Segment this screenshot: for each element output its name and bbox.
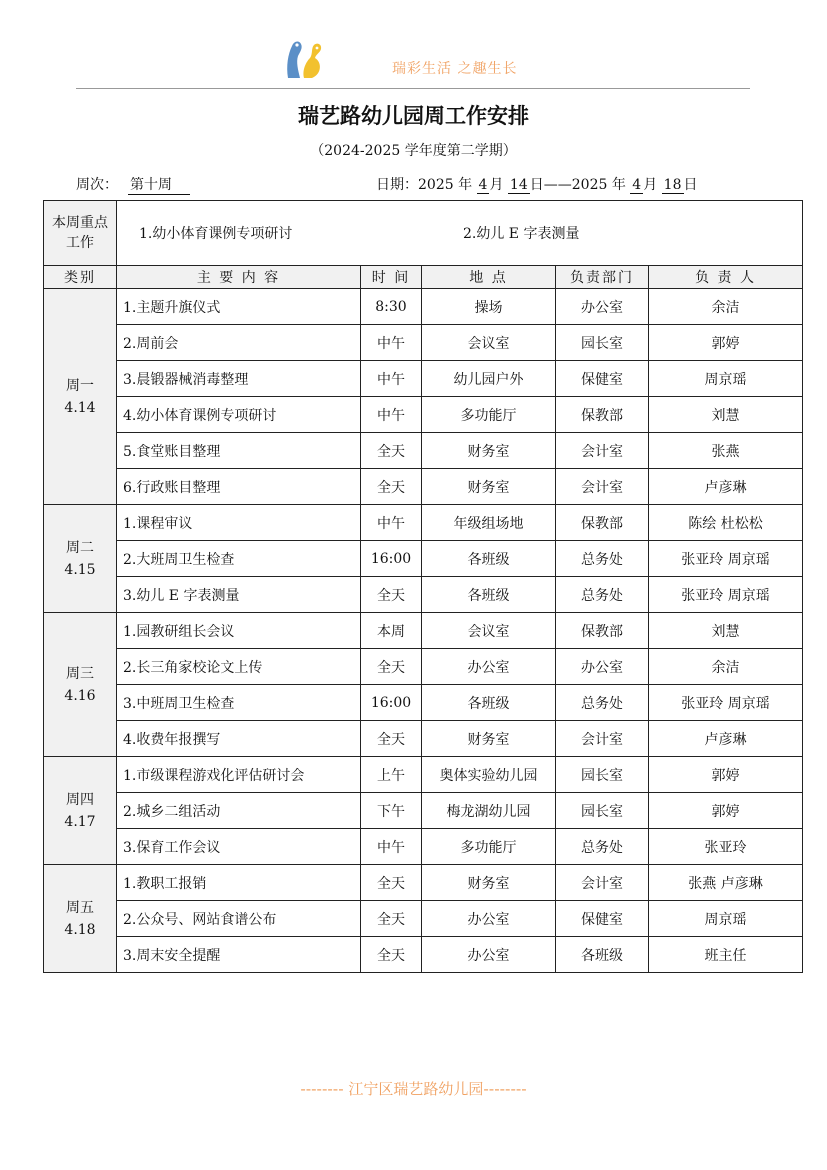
task-time: 全天 — [361, 721, 422, 757]
focus-item: 1.幼小体育课例专项研讨 — [139, 226, 293, 242]
task-time: 全天 — [361, 901, 422, 937]
task-place: 财务室 — [422, 433, 556, 469]
task-content: 3.保育工作会议 — [117, 829, 361, 865]
task-content: 3.周末安全提醒 — [117, 937, 361, 973]
task-place: 会议室 — [422, 325, 556, 361]
table-row — [44, 721, 803, 757]
end-month: 4 — [632, 177, 642, 193]
task-department: 会计室 — [556, 865, 649, 901]
task-department: 总务处 — [556, 541, 649, 577]
focus-row — [44, 201, 803, 266]
task-department: 会计室 — [556, 721, 649, 757]
task-person: 刘慧 — [649, 613, 803, 649]
task-person: 郭婷 — [649, 325, 803, 361]
slogan: 瑞彩生活 之趣生长 — [392, 61, 518, 77]
task-time: 中午 — [361, 505, 422, 541]
table-row — [44, 505, 803, 541]
task-time: 中午 — [361, 829, 422, 865]
task-department: 园长室 — [556, 793, 649, 829]
task-person: 周京瑶 — [649, 361, 803, 397]
task-place: 各班级 — [422, 541, 556, 577]
day-cell — [44, 289, 117, 505]
day-cell — [44, 757, 117, 865]
weekly-schedule-table — [43, 200, 803, 973]
task-place: 各班级 — [422, 685, 556, 721]
task-content: 5.食堂账目整理 — [117, 433, 361, 469]
start-month: 4 — [478, 177, 488, 193]
task-content: 1.市级课程游戏化评估研讨会 — [117, 757, 361, 793]
table-row — [44, 469, 803, 505]
task-time: 全天 — [361, 937, 422, 973]
day-cell — [44, 505, 117, 613]
task-content: 4.收费年报撰写 — [117, 721, 361, 757]
task-time: 上午 — [361, 757, 422, 793]
focus-items — [117, 201, 803, 266]
table-row — [44, 865, 803, 901]
task-content: 4.幼小体育课例专项研讨 — [117, 397, 361, 433]
day-date: 4.16 — [64, 687, 96, 704]
task-person: 张燕 — [649, 433, 803, 469]
day-cell — [44, 865, 117, 973]
task-content: 2.长三角家校论文上传 — [117, 649, 361, 685]
task-content: 1.教职工报销 — [117, 865, 361, 901]
task-content: 1.主题升旗仪式 — [117, 289, 361, 325]
day-name: 周三 — [66, 665, 94, 682]
column-header-person: 负 责 人 — [649, 266, 803, 289]
task-time: 中午 — [361, 397, 422, 433]
task-person: 郭婷 — [649, 757, 803, 793]
table-row — [44, 613, 803, 649]
task-place: 奥体实验幼儿园 — [422, 757, 556, 793]
start-month-word: 月 — [489, 177, 504, 193]
table-row — [44, 685, 803, 721]
task-content: 3.晨锻器械消毒整理 — [117, 361, 361, 397]
task-department: 园长室 — [556, 325, 649, 361]
task-department: 保教部 — [556, 397, 649, 433]
table-row — [44, 433, 803, 469]
task-place: 办公室 — [422, 937, 556, 973]
task-place: 操场 — [422, 289, 556, 325]
task-place: 年级组场地 — [422, 505, 556, 541]
task-person: 张亚玲 周京瑶 — [649, 577, 803, 613]
task-department: 总务处 — [556, 685, 649, 721]
page-subtitle: （2024-2025 学年度第二学期） — [310, 143, 517, 159]
task-place: 财务室 — [422, 469, 556, 505]
column-header-time: 时 间 — [361, 266, 422, 289]
task-content: 6.行政账目整理 — [117, 469, 361, 505]
end-month-word: 月 — [643, 177, 658, 193]
day-name: 周二 — [66, 539, 94, 556]
page-title: 瑞艺路幼儿园周工作安排 — [298, 104, 529, 128]
day-cell — [44, 613, 117, 757]
task-time: 16:00 — [361, 541, 422, 577]
task-person: 张亚玲 周京瑶 — [649, 541, 803, 577]
table-row — [44, 829, 803, 865]
task-person: 余洁 — [649, 649, 803, 685]
end-day-word: 日 — [683, 177, 698, 193]
table-row — [44, 757, 803, 793]
task-content: 1.课程审议 — [117, 505, 361, 541]
task-content: 2.周前会 — [117, 325, 361, 361]
task-time: 8:30 — [361, 289, 422, 325]
table-row — [44, 541, 803, 577]
column-header-row — [44, 266, 803, 289]
day-date: 4.18 — [64, 921, 96, 938]
table-row — [44, 325, 803, 361]
day-name: 周四 — [66, 791, 94, 808]
task-department: 总务处 — [556, 829, 649, 865]
task-time: 下午 — [361, 793, 422, 829]
task-person: 张亚玲 周京瑶 — [649, 685, 803, 721]
task-person: 张亚玲 — [649, 829, 803, 865]
task-department: 保教部 — [556, 505, 649, 541]
table-row — [44, 649, 803, 685]
column-header-department: 负责部门 — [556, 266, 649, 289]
column-header-place: 地 点 — [422, 266, 556, 289]
task-place: 各班级 — [422, 577, 556, 613]
task-person: 卢彦琳 — [649, 469, 803, 505]
task-content: 2.城乡二组活动 — [117, 793, 361, 829]
task-place: 财务室 — [422, 721, 556, 757]
task-place: 财务室 — [422, 865, 556, 901]
task-time: 全天 — [361, 577, 422, 613]
task-place: 梅龙湖幼儿园 — [422, 793, 556, 829]
date-range — [376, 174, 698, 194]
day-date: 4.14 — [64, 399, 96, 416]
column-header-content: 主 要 内 容 — [117, 266, 361, 289]
focus-label: 本周重点工作 — [44, 201, 117, 266]
table-row — [44, 361, 803, 397]
task-department: 会计室 — [556, 469, 649, 505]
column-header-category: 类别 — [44, 266, 117, 289]
day-name: 周一 — [66, 377, 94, 394]
table-row — [44, 397, 803, 433]
table-row — [44, 289, 803, 325]
task-person: 余洁 — [649, 289, 803, 325]
focus-item: 2.幼儿 E 字表测量 — [463, 226, 580, 242]
task-person: 张燕 卢彦琳 — [649, 865, 803, 901]
task-time: 本周 — [361, 613, 422, 649]
task-department: 园长室 — [556, 757, 649, 793]
task-place: 多功能厅 — [422, 829, 556, 865]
task-department: 办公室 — [556, 289, 649, 325]
table-row — [44, 901, 803, 937]
task-person: 班主任 — [649, 937, 803, 973]
date-label: 日期：2025 年 — [376, 177, 473, 193]
task-place: 幼儿园户外 — [422, 361, 556, 397]
task-time: 全天 — [361, 469, 422, 505]
date-separator: 日——2025 年 — [529, 177, 626, 193]
task-content: 2.公众号、网站食谱公布 — [117, 901, 361, 937]
end-day: 18 — [663, 177, 682, 193]
task-department: 保教部 — [556, 613, 649, 649]
page-header — [0, 0, 827, 90]
task-department: 各班级 — [556, 937, 649, 973]
header-divider — [76, 88, 750, 89]
week-number — [76, 174, 190, 195]
task-department: 办公室 — [556, 649, 649, 685]
task-person: 郭婷 — [649, 793, 803, 829]
task-content: 3.幼儿 E 字表测量 — [117, 577, 361, 613]
task-person: 陈绘 杜松松 — [649, 505, 803, 541]
week-value: 第十周 — [128, 174, 190, 195]
day-name: 周五 — [66, 899, 94, 916]
day-date: 4.15 — [64, 561, 96, 578]
table-row — [44, 937, 803, 973]
task-department: 会计室 — [556, 433, 649, 469]
task-department: 总务处 — [556, 577, 649, 613]
task-place: 多功能厅 — [422, 397, 556, 433]
table-row — [44, 793, 803, 829]
day-date: 4.17 — [64, 813, 96, 830]
task-time: 中午 — [361, 325, 422, 361]
task-place: 办公室 — [422, 901, 556, 937]
task-place: 会议室 — [422, 613, 556, 649]
start-day: 14 — [509, 177, 528, 193]
task-content: 3.中班周卫生检查 — [117, 685, 361, 721]
task-time: 中午 — [361, 361, 422, 397]
task-place: 办公室 — [422, 649, 556, 685]
task-time: 全天 — [361, 865, 422, 901]
task-department: 保健室 — [556, 901, 649, 937]
task-person: 卢彦琳 — [649, 721, 803, 757]
task-department: 保健室 — [556, 361, 649, 397]
week-label: 周次： — [76, 177, 118, 193]
task-person: 刘慧 — [649, 397, 803, 433]
footer-school-name: -------- 江宁区瑞艺路幼儿园-------- — [300, 1080, 527, 1098]
table-row — [44, 577, 803, 613]
task-person: 周京瑶 — [649, 901, 803, 937]
task-time: 全天 — [361, 433, 422, 469]
task-time: 16:00 — [361, 685, 422, 721]
task-content: 1.园教研组长会议 — [117, 613, 361, 649]
kindergarten-logo-icon — [282, 38, 326, 80]
task-time: 全天 — [361, 649, 422, 685]
task-content: 2.大班周卫生检查 — [117, 541, 361, 577]
